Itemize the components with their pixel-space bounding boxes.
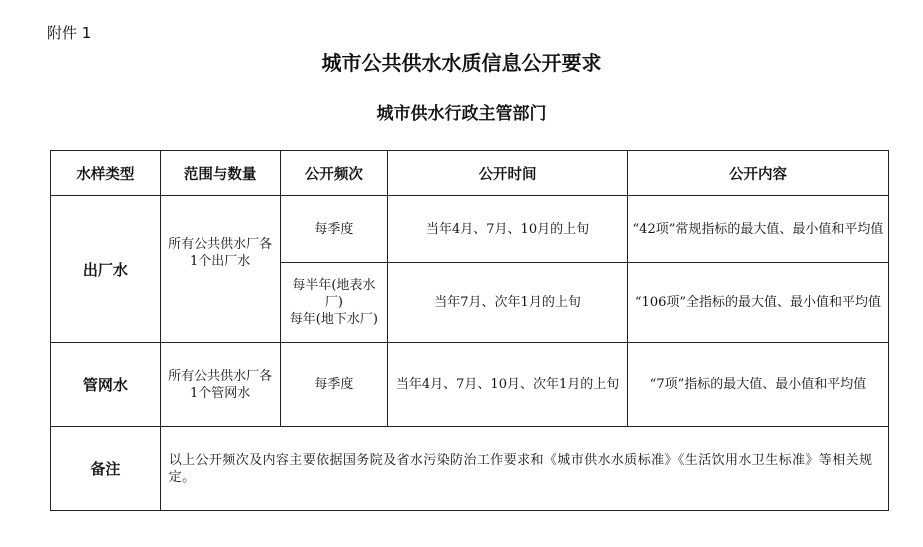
frequency-surface-water: 每半年(地表水厂) [292,278,376,310]
frequency-groundwater: 每年(地下水厂) [289,312,378,327]
header-sample-type: 水样类型 [51,151,161,196]
header-time: 公开时间 [388,151,628,196]
document-subtitle: 城市供水行政主管部门 [376,104,547,124]
network-content: “7项”指标的最大值、最小值和平均值 [627,343,888,427]
factory-time-periodic: 当年7月、次年1月的上旬 [388,263,628,343]
row-label-remark: 备注 [51,427,161,511]
disclosure-table [50,150,889,511]
factory-frequency-periodic [280,263,388,343]
factory-scope: 所有公共供水厂各1个出厂水 [160,196,280,343]
remark-text: 以上公开频次及内容主要依据国务院及省水污染防治工作要求和《城市供水水质标准》《生活饮用水卫生标准》等相关规定。 [160,427,888,511]
network-scope: 所有公共供水厂各1个管网水 [160,343,280,427]
row-label-network: 管网水 [51,343,161,427]
network-time: 当年4月、7月、10月、次年1月的上旬 [388,343,628,427]
table-row [51,427,889,511]
row-label-factory: 出厂水 [51,196,161,343]
table-header-row [51,151,889,196]
header-content: 公开内容 [627,151,888,196]
factory-content-42: “42项”常规指标的最大值、最小值和平均值 [627,196,888,263]
factory-time-quarterly: 当年4月、7月、10月的上旬 [388,196,628,263]
header-frequency: 公开频次 [280,151,388,196]
factory-frequency-quarterly: 每季度 [280,196,388,263]
document-title: 城市公共供水水质信息公开要求 [321,51,602,75]
header-scope: 范围与数量 [160,151,280,196]
table-row [51,196,889,263]
factory-content-106: “106项”全指标的最大值、最小值和平均值 [627,263,888,343]
network-frequency: 每季度 [280,343,388,427]
table-row [51,343,889,427]
attachment-label: 附件 1 [47,24,92,42]
